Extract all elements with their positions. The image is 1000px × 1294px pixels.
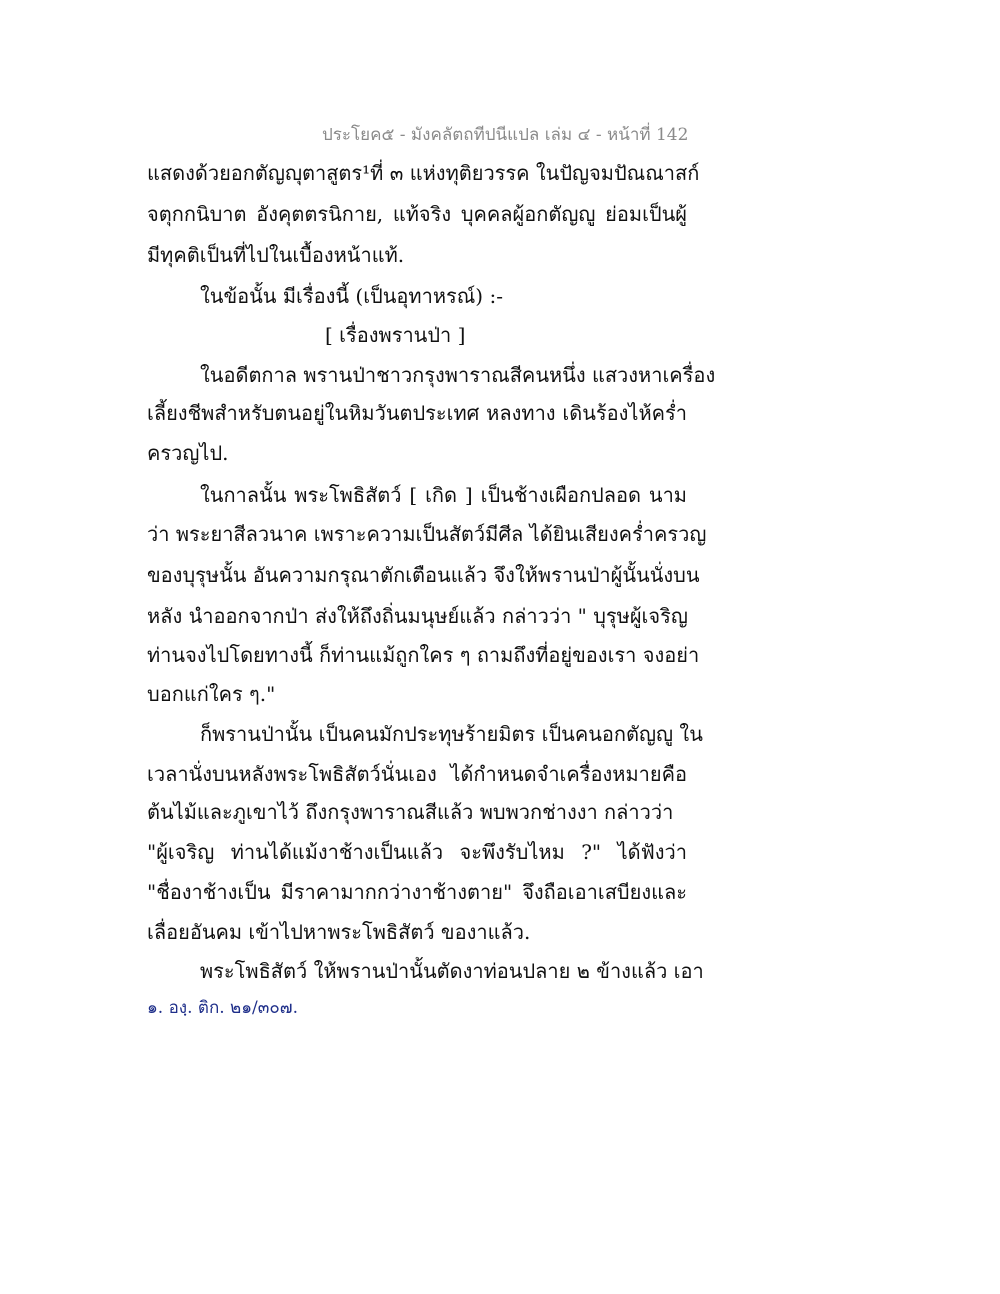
body-line: เลื่อยอันคม เข้าไปหาพระโพธิสัตว์ ของาแล้ว.: [147, 920, 531, 944]
body-line: ในกาลนั้น พระโพธิสัตว์ [ เกิด ] เป็นช้างเผือกปลอด นาม: [200, 483, 687, 507]
body-line: ในอดีตกาล พรานป่าชาวกรุงพาราณสีคนหนึ่ง แสวงหาเครื่อง: [200, 363, 716, 387]
body-line: ครวญไป.: [147, 441, 229, 465]
body-line: จตุกกนิบาต อังคุตตรนิกาย, แท้จริง บุคคลผู้อกตัญญู ย่อมเป็นผู้: [147, 202, 687, 226]
body-line: "ผู้เจริญ ท่านได้แม้งาช้างเป็นแล้ว จะพึงรับไหม ?" ได้ฟังว่า: [147, 840, 687, 864]
body-line: ของบุรุษนั้น อันความกรุณาตักเตือนแล้ว จึงให้พรานป่าผู้นั้นนั่งบน: [147, 563, 700, 587]
section-title: [ เรื่องพรานป่า ]: [325, 323, 466, 347]
body-line: ว่า พระยาสีลวนาค เพราะความเป็นสัตว์มีศีล ได้ยินเสียงคร่ำครวญ: [147, 522, 707, 546]
body-line: เลี้ยงชีพสำหรับตนอยู่ในหิมวันตประเทศ หลงทาง เดินร้องไห้คร่ำ: [147, 401, 687, 425]
body-line: ก็พรานป่านั้น เป็นคนมักประทุษร้ายมิตร เป็นคนอกตัญญู ใน: [200, 722, 703, 746]
footnote: ๑. องฺ. ติก. ๒๑/๓๐๗.: [147, 998, 298, 1018]
body-line: มีทุคติเป็นที่ไปในเบื้องหน้าแท้.: [147, 243, 405, 267]
body-line: เวลานั่งบนหลังพระโพธิสัตว์นั่นเอง ได้กำหนดจำเครื่องหมายคือ: [147, 762, 687, 786]
body-line: ต้นไม้และภูเขาไว้ ถึงกรุงพาราณสีแล้ว พบพวกช่างงา กล่าวว่า: [147, 800, 674, 824]
body-line: หลัง นำออกจากป่า ส่งให้ถึงถิ่นมนุษย์แล้ว กล่าวว่า " บุรุษผู้เจริญ: [147, 604, 688, 628]
body-line: บอกแก่ใคร ๆ.": [147, 682, 276, 706]
body-line: ในข้อนั้น มีเรื่องนี้ (เป็นอุทาหรณ์) :-: [200, 284, 503, 308]
body-line: "ชื่องาช้างเป็น มีราคามากกว่างาช้างตาย" จึงถือเอาเสบียงและ: [147, 880, 687, 904]
page-header: ประโยค๕ - มังคลัตถทีปนีแปล เล่ม ๔ - หน้าที่ 142: [322, 125, 689, 145]
body-line: ท่านจงไปโดยทางนี้ ก็ท่านแม้ถูกใคร ๆ ถามถึงที่อยู่ของเรา จงอย่า: [147, 643, 700, 667]
body-line: แสดงด้วยอกตัญญุตาสูตร¹ที่ ๓ แห่งทุติยวรรค ในปัญจมปัณณาสก์: [147, 161, 700, 185]
body-line: พระโพธิสัตว์ ให้พรานป่านั้นตัดงาท่อนปลาย ๒ ข้างแล้ว เอา: [200, 959, 704, 983]
